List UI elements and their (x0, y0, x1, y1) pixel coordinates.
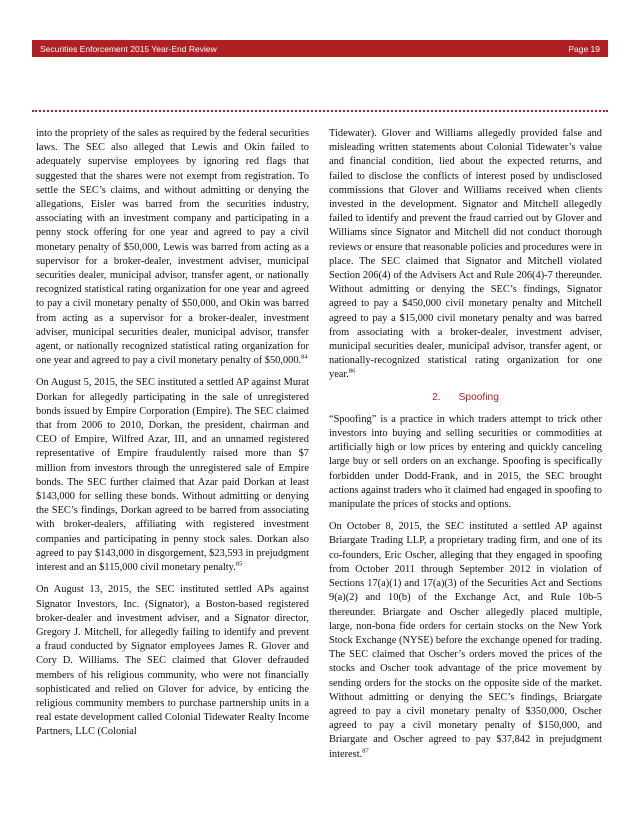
paragraph-text: Tidewater). Glover and Williams allegedly provided false and misleading written statements about Colonial Tidewater’s value and financial condition, lied about the expected returns, and failed to disclose the conflicts of interest posed by undisclosed commissions that Glover and Williams received when clients invested in the development. Signator and Mitchell allegedly failed to identify and prevent the fraud carried out by Glover and Williams since Signator and Mitchell did not conduct thorough reviews or ensure that reasonable policies and procedures were in place. The SEC claimed that Signator and Mitchell violated Section 206(4) of the Advisers Act and Rule 206(4)-7 thereunder. Without admitting or denying the SEC’s findings, Signator agreed to pay a $450,000 civil monetary penalty and Mitchell agreed to pay a $15,000 civil monetary penalty and was barred from associating with a broker-dealer, investment adviser, municipal securities dealer, municipal advisor, transfer agent, or nationally-recognized statistical rating organization for one year. (329, 128, 602, 381)
subheading-number: 2. (432, 391, 441, 403)
paragraph-text: On August 13, 2015, the SEC instituted settled APs against Signator Investors, Inc. (Signator), a Boston-based registered broker-dealer and investment adviser, and a Signator director, Gregory J. Mitchell, for allegedly failing to identify and prevent a fraud conducted by Signator employees James R. Glover and Cory D. Williams. The SEC claimed that Glover defrauded members of his religious community, who were not financially sophisticated and relied on Glover for advice, by enticing the religious community members to purchase partnership units in a real estate development called Colonial Tidewater Realty Income Partners, LLC (Colonial (36, 584, 309, 738)
footnote-ref[interactable]: 85 (235, 560, 243, 568)
report-title: Securities Enforcement 2015 Year-End Review (40, 43, 217, 54)
footnote-ref[interactable]: 86 (348, 367, 356, 375)
left-column (36, 127, 309, 748)
paragraph (329, 520, 602, 761)
footnote-ref[interactable]: 87 (362, 747, 369, 755)
paragraph (36, 376, 309, 575)
footnote-ref[interactable]: 84 (301, 353, 308, 361)
section-divider (32, 110, 608, 112)
section-subheading (329, 391, 602, 405)
paragraph-text: On August 5, 2015, the SEC instituted a settled AP against Murat Dorkan for allegedly participating in the sale of unregistered bonds issued by Empire Corporation (Empire). The SEC claimed that from 2006 to 2010, Dorkan, the president, chairman and CEO of Empire, Wilfred Azar, III, and an unnamed registered representative of Empire fraudulently raised more than $7 million from investors through the unregistered sale of Empire bonds. The SEC further claimed that Azar paid Dorkan at least $143,000 for selling these bonds. Without admitting or denying the SEC’s findings, Dorkan agreed to be barred from associating with broker-dealers, affiliating with registered investment companies and participating in penny stock sales. Dorkan also agreed to pay $143,000 in disgorgement, $23,593 in prejudgment interest and an $115,000 civil monetary penalty. (36, 377, 309, 574)
paragraph-text: “Spoofing” is a practice in which traders attempt to trick other investors into buying and selling securities or commodities at artificially high or low prices by entering and quickly canceling large buy or sell orders on an exchange. Spoofing is specifically forbidden under Dodd-Frank, and in 2015, the SEC brought actions against traders who it claimed had engaged in spoofing to manipulate the prices of stocks and options. (329, 413, 602, 511)
page-number: Page 19 (568, 43, 600, 54)
subheading-title: Spoofing (458, 391, 499, 403)
page-header (32, 40, 608, 57)
paragraph (36, 127, 309, 368)
paragraph-text: On October 8, 2015, the SEC instituted a settled AP against Briargate Trading LLP, a proprietary trading firm, and one of its co-founders, Eric Oscher, alleging that they engaged in spoofing from October 2011 through September 2012 in violation of Sections 17(a)(1) and 17(a)(3) of the Securities Act and Sections 9(a)(2) and 10(b) of the Exchange Act, and Rule 10b-5 thereunder. Briargate and Oscher allegedly placed multiple, large, non-bona fide orders for certain stocks on the New York Stock Exchange (NYSE) before the exchange opened for trading. The SEC claimed that Oscher’s orders moved the prices of the stocks and Oscher took advantage of the price movement by sending orders for the stocks on the opposite side of the market. Without admitting or denying the SEC’s findings, Briargate agreed to pay a civil monetary penalty of $350,000, Oscher agreed to pay a civil monetary penalty of $150,000, and Briargate and Oscher agreed to pay $37,842 in prejudgment interest. (329, 521, 602, 760)
paragraph (36, 583, 309, 739)
paragraph (329, 127, 602, 383)
right-column (329, 127, 602, 770)
paragraph (329, 413, 602, 512)
paragraph-text: into the propriety of the sales as required by the federal securities laws. The SEC also alleged that Lewis and Okin failed to adequately supervise employees by ignoring red flags that suggested that the shares were not exempt from registration. To settle the SEC’s claims, and without admitting or denying the allegations, Eisler was barred from the securities industry, associating with an investment company and participating in a penny stock offering for one year and agreed to pay a civil monetary penalty of $50,000, Lewis was barred from acting as a supervisor for a broker-dealer, investment adviser, municipal securities dealer, municipal advisor, transfer agent, or nationally recognized statistical rating organization for one year and agreed to pay a civil monetary penalty of $50,000, and Okin was barred from acting as a supervisor for a broker-dealer, investment adviser, municipal securities dealer, municipal advisor, transfer agent, or nationally recognized statistical rating organization for one year and agreed to pay a civil monetary penalty of $50,000. (36, 128, 309, 367)
